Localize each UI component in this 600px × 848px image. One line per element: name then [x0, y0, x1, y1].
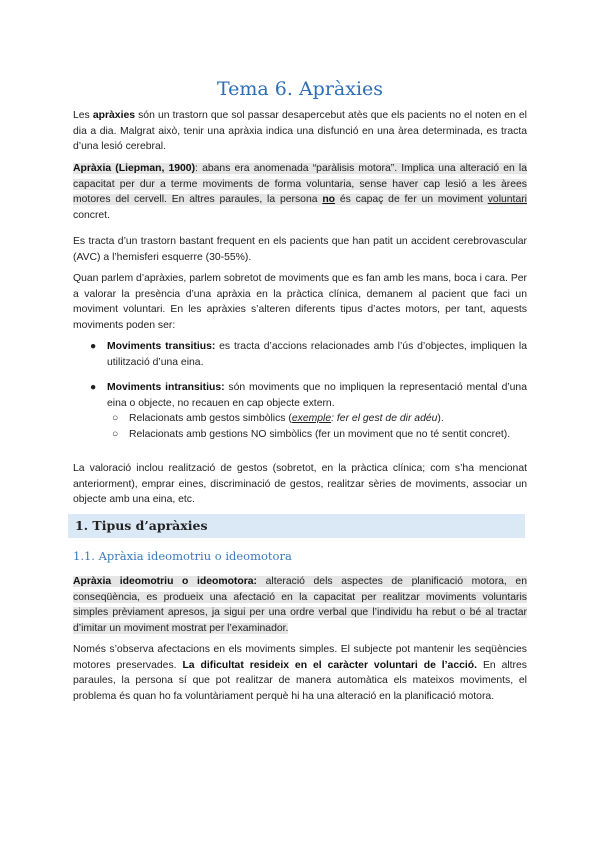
liepman-paragraph: Apràxia (Liepman, 1900): abans era anomenada “paràlisis motora”. Implica una alteració en la capacitat per dur a terme moviments de forma voluntaria, sense haver cap lesió a les àrees motores del cervell. En altres paraules, la persona no és capaç de fer un moviment voluntari concret.	[73, 163, 527, 221]
movement-types-list	[90, 339, 527, 443]
section-heading: 1. Tipus d’apràxies	[75, 518, 208, 533]
intro-paragraph: Les apràxies són un trastorn que sol passar desapercebut atès que els pacients no el noten en el dia a dia. Malgrat això, tenir una apràxia indica una disfunció en una àrea determinada, es tracta d’una lesió cerebral.	[73, 110, 527, 153]
sub-list-item: ○ Relacionats amb gestos simbòlics (exemple: fer el gest de dir adéu).	[90, 411, 527, 427]
subsection-heading: 1.1. Apràxia ideomotriu o ideomotora	[73, 549, 292, 563]
sub-list-item: ○ Relacionats amb gestions NO simbòlics (fer un moviment que no té sentit concret).	[90, 427, 527, 443]
valoracio-paragraph: La valoració inclou realització de gestos (sobretot, en la pràctica clínica; com s’ha mencionat anteriorment), emprar eines, discriminació de gestos, realitzar sèries de moviments, associar un objecte amb una eina, etc.	[73, 463, 527, 506]
list-item: ● Moviments transitius: es tracta d’accions relacionades amb l’ús d’objectes, impliquen la utilització d’una eina.	[90, 341, 527, 368]
sub-bullet-icon: ○	[112, 428, 119, 440]
quan-paragraph: Quan parlem d’apràxies, parlem sobretot de moviments que es fan amb les mans, boca i cara. Per a valorar la presència d’una apràxia en la pràctica clínica, demanem al pacient que faci un moviment voluntari. En les apràxies s’alteren diferents tipus d’actes motors, per tant, aquests moviments poden ser:	[73, 273, 527, 331]
page-title: Tema 6. Apràxies	[216, 78, 384, 100]
ideomotora-paragraph: Apràxia ideomotriu o ideomotora: alteració dels aspectes de planificació motora, en conseqüència, es produeix una afectació en la capacitat per realitzar moviments voluntaris simples prèviament apresos, ja sigui per una ordre verbal que l’individu ha rebut o bé al tractar d’imitar un moviment mostrat per l’examinador.	[73, 576, 527, 634]
bullet-icon: ●	[90, 382, 97, 394]
bullet-icon: ●	[90, 341, 97, 352]
sub-bullet-icon: ○	[112, 413, 119, 425]
list-item: ● Moviments intransitius: són moviments que no impliquen la representació mental d’una eina o objecte, no recauen en cap objecte extern.	[90, 382, 527, 409]
frequent-paragraph: Es tracta d’un trastorn bastant frequent en els pacients que han patit un accident cerebrovascular (AVC) a l’hemisferi esquerre (30-55%).	[73, 236, 527, 263]
nomes-paragraph: Només s’observa afectacions en els moviments simples. El subjecte pot mantenir les seqüències motores preservades. La dificultat resideix en el caràcter voluntari de l’acció. En altres paraules, la persona sí que pot realitzar de manera automàtica els mateixos moviments, el problema és quan ho fa voluntàriament perquè hi ha una alteració en la planificació motora.	[73, 644, 527, 702]
